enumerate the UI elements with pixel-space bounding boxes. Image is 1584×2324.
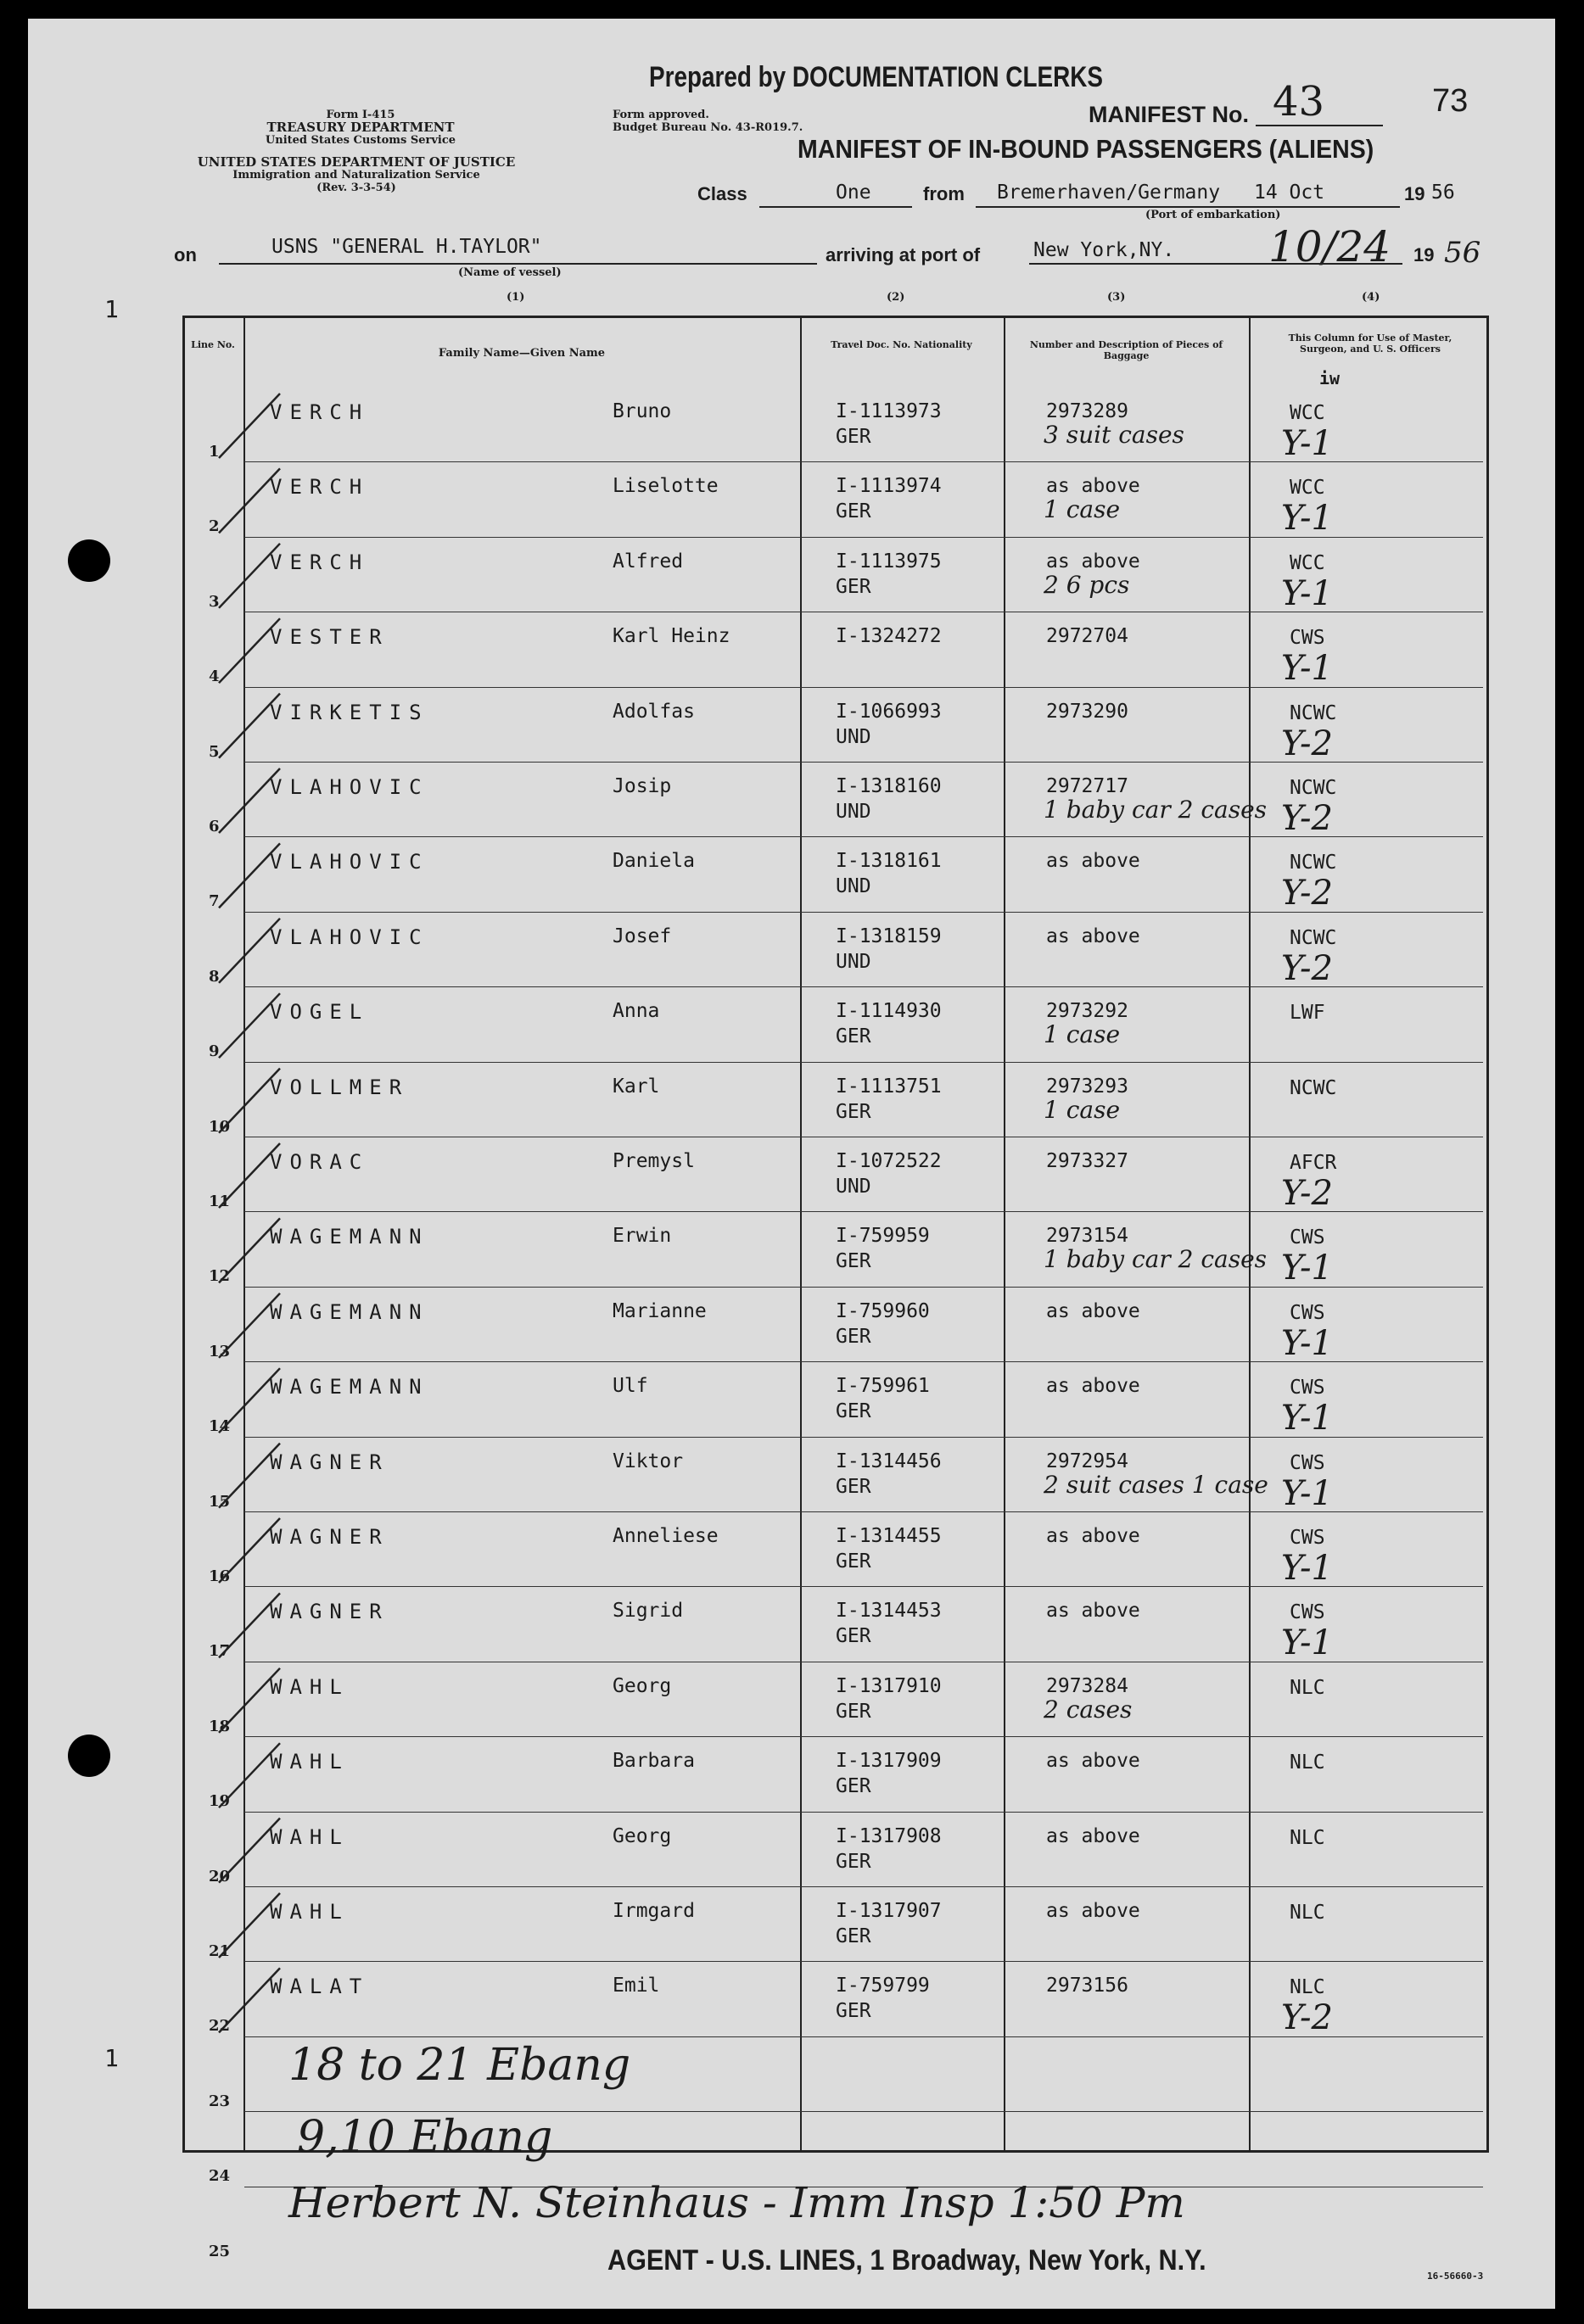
travel-doc-number: I-759961 [836,1375,930,1398]
col-header-line: Line No. [191,339,235,350]
baggage-number: as above [1046,1900,1140,1922]
officer-mark: Y-2 [1281,1174,1333,1213]
officer-mark: Y-2 [1281,1998,1333,2038]
nationality: GER [836,1775,871,1798]
given-name: Barbara [613,1750,695,1773]
family-name: WALAT [270,1975,370,1999]
line-number: 13 [209,1342,231,1360]
nationality: UND [836,725,871,748]
baggage-number: 2973292 [1046,1000,1128,1023]
sponsor-org: AFCR [1290,1152,1337,1174]
travel-doc-number: I-1318160 [836,775,942,797]
sponsor-org: NLC [1290,1826,1325,1849]
col-header-travel-doc: Travel Doc. No. Nationality [831,339,972,350]
given-name: Liselotte [613,475,719,498]
given-name: Josip [613,775,672,797]
col-header-officers: This Column for Use of Master, Surgeon, and U. S. Officers [1288,332,1452,355]
nationality: GER [836,1925,871,1947]
given-name: Viktor [613,1450,684,1472]
family-name: VLAHOVIC [270,850,429,874]
sponsor-org: NCWC [1290,701,1337,724]
class-value: One [836,182,871,204]
baggage-number: 2972954 [1046,1450,1128,1472]
officer-mark: Y-2 [1281,874,1333,913]
vessel-name: USNS "GENERAL H.TAYLOR" [271,236,542,258]
family-name: VERCH [270,400,370,424]
line-number: 4 [209,668,220,686]
officer-mark: Y-1 [1281,1323,1333,1363]
baggage-number: as above [1046,1299,1140,1322]
baggage-number: as above [1046,1525,1140,1547]
check-stroke [219,1368,280,1433]
port-caption: (Port of embarkation) [1145,209,1281,221]
sponsor-org: WCC [1290,402,1325,424]
baggage-note: 1 case [1044,1095,1121,1124]
sponsor-org: CWS [1290,1301,1325,1324]
travel-doc-number: I-1114930 [836,1000,942,1023]
department-block: UNITED STATES DEPARTMENT OF JUSTICE Immigration and Naturalization Service (Rev. 3-3-54) [197,154,516,194]
given-name: Ulf [613,1375,648,1398]
family-name: WAGNER [270,1450,389,1474]
nationality: GER [836,1025,871,1048]
line-number: 15 [209,1492,231,1511]
sponsor-org: NCWC [1290,1076,1337,1099]
given-name: Sigrid [613,1600,684,1623]
check-stroke [219,1293,280,1358]
nationality: GER [836,1250,871,1273]
travel-doc-number: I-1318159 [836,925,942,947]
baggage-number: 2972717 [1046,775,1128,797]
check-stroke [219,1069,280,1133]
nationality: GER [836,1475,871,1498]
sponsor-org: CWS [1290,1377,1325,1399]
baggage-number: as above [1046,1375,1140,1398]
sponsor-org: NCWC [1290,777,1337,799]
baggage-note: 2 6 pcs [1044,570,1130,599]
line-number: 7 [209,892,220,911]
sponsor-org: LWF [1290,1002,1325,1025]
officer-mark: Y-2 [1281,723,1333,763]
baggage-number: 2973284 [1046,1674,1128,1697]
form-approved: Form approved. Budget Bureau No. 43-R019.7. [613,109,803,134]
given-name: Alfred [613,550,684,573]
col-header-baggage: Number and Description of Pieces of Baggage [1029,339,1223,361]
family-name: WAGEMANN [270,1225,429,1249]
baggage-number: as above [1046,1750,1140,1773]
check-stroke [219,1893,280,1958]
page-number: 73 [1432,83,1469,119]
travel-doc-number: I-759799 [836,1975,930,1997]
baggage-note: 1 case [1044,1020,1121,1049]
line-number: 16 [209,1567,231,1585]
officer-mark: Y-1 [1281,1473,1333,1513]
baggage-number: 2973290 [1046,700,1128,723]
sponsor-org: WCC [1290,477,1325,500]
baggage-number: 2973293 [1046,1075,1128,1098]
baggage-note: 3 suit cases [1044,421,1184,449]
sponsor-org: CWS [1290,1451,1325,1474]
given-name: Erwin [613,1225,672,1248]
nationality: GER [836,1550,871,1573]
check-stroke [219,1518,280,1583]
baggage-number: 2973156 [1046,1975,1128,1997]
col-num: (4) [1362,291,1380,304]
baggage-number: as above [1046,1600,1140,1623]
travel-doc-number: I-1066993 [836,700,942,723]
sponsor-org: NLC [1290,1976,1325,1999]
travel-doc-number: I-1113974 [836,475,942,498]
sponsor-org: NLC [1290,1676,1325,1699]
arrival-date: 10/24 [1268,222,1391,271]
travel-doc-number: I-1318161 [836,850,942,873]
given-name: Emil [613,1975,660,1997]
line-number: 9 [209,1042,220,1061]
col-num: (1) [507,291,525,304]
annotation-line-24: 9,10 Ebang [297,2112,553,2163]
from-label: from [923,183,965,204]
family-name: VOLLMER [270,1075,410,1099]
side-mark: 1 [104,295,119,323]
officer-mark: Y-1 [1281,649,1333,689]
given-name: Bruno [613,400,672,422]
family-name: WAHL [270,1750,350,1774]
baggage-note: 2 suit cases 1 case [1044,1470,1268,1499]
prepared-by-stamp: Prepared by DOCUMENTATION CLERKS [649,61,1103,93]
check-stroke [219,618,280,683]
line-number: 2 [209,517,220,536]
family-name: VOGEL [270,1000,370,1025]
sponsor-org: NCWC [1290,926,1337,949]
sponsor-org: NCWC [1290,852,1337,874]
family-name: WAHL [270,1900,350,1924]
given-name: Marianne [613,1299,707,1322]
annotation-line-23: 18 to 21 Ebang [288,2040,631,2091]
manifest-number: 43 [1273,78,1325,126]
given-name: Premysl [613,1150,695,1172]
travel-doc-number: I-1317908 [836,1824,942,1847]
col-num: (3) [1107,291,1126,304]
check-stroke [219,768,280,833]
line-number: 6 [209,818,220,835]
check-stroke [219,993,280,1058]
baggage-note: 2 cases [1044,1695,1133,1723]
given-name: Anna [613,1000,660,1023]
sponsor-org: NLC [1290,1902,1325,1924]
departure-date: 14 Oct [1254,182,1325,204]
officer-mark: Y-1 [1281,1549,1333,1588]
check-stroke [219,1743,280,1807]
departure-year: 56 [1431,182,1455,204]
form-code: 16-56660-3 [1427,2271,1484,2282]
nationality: GER [836,1100,871,1123]
embarkation-port: Bremerhaven/Germany [997,182,1221,204]
arrival-year-prefix: 19 [1413,244,1435,265]
family-name: WAGNER [270,1525,389,1549]
nationality: GER [836,575,871,598]
nationality: GER [836,2000,871,2023]
given-name: Georg [613,1674,672,1697]
line-number: 25 [209,2242,231,2260]
check-stroke [219,694,280,758]
check-stroke [219,468,280,533]
officer-note: iw [1319,368,1341,388]
travel-doc-number: I-1317910 [836,1674,942,1697]
line-number: 22 [209,2017,231,2036]
nationality: GER [836,1325,871,1348]
class-label: Class [697,183,747,204]
baggage-number: as above [1046,925,1140,947]
baggage-number: 2973154 [1046,1225,1128,1248]
travel-doc-number: I-759959 [836,1225,930,1248]
check-stroke [219,1444,280,1508]
baggage-number: as above [1046,550,1140,573]
officer-mark: Y-1 [1281,1399,1333,1439]
line-number: 5 [209,742,220,761]
travel-doc-number: I-1314453 [836,1600,942,1623]
officer-mark: Y-2 [1281,948,1333,988]
line-number: 17 [209,1642,231,1661]
inspector-signature: Herbert N. Steinhaus - Imm Insp 1:50 Pm [288,2178,1185,2227]
given-name: Karl Heinz [613,625,730,648]
nationality: UND [836,801,871,823]
form-block: Form I-415 TREASURY DEPARTMENT United States Customs Service [265,109,456,147]
baggage-number: as above [1046,1824,1140,1847]
given-name: Josef [613,925,672,947]
nationality: GER [836,1850,871,1873]
travel-doc-number: I-1324272 [836,625,942,648]
year-prefix: 19 [1404,183,1425,204]
family-name: WAGEMANN [270,1299,429,1324]
side-mark: 1 [104,2044,119,2072]
sponsor-org: NLC [1290,1751,1325,1774]
baggage-note: 1 case [1044,495,1121,524]
baggage-number: as above [1046,475,1140,498]
sponsor-org: CWS [1290,1527,1325,1549]
baggage-note: 1 baby car 2 cases [1044,1245,1268,1274]
family-name: WAGEMANN [270,1375,429,1399]
nationality: GER [836,500,871,523]
line-number: 11 [209,1193,231,1210]
line-number: 1 [209,443,220,461]
baggage-number: 2973327 [1046,1150,1128,1172]
line-number: 18 [209,1717,231,1735]
nationality: UND [836,875,871,898]
travel-doc-number: I-759960 [836,1299,930,1322]
travel-doc-number: I-1314456 [836,1450,942,1472]
col-header-name: Family Name—Given Name [438,347,606,360]
travel-doc-number: I-1113975 [836,550,942,573]
nationality: GER [836,1625,871,1648]
manifest-no-label: MANIFEST No. [1089,102,1249,127]
line-number: 3 [209,592,220,611]
nationality: GER [836,426,871,448]
check-stroke [219,1668,280,1733]
arrival-port: New York,NY. [1033,239,1175,261]
officer-mark: Y-1 [1281,424,1333,463]
line-number: 14 [209,1417,231,1436]
line-number: 10 [209,1117,231,1136]
nationality: GER [836,1700,871,1723]
arriving-label: arriving at port of [826,244,981,265]
given-name: Daniela [613,850,695,873]
sponsor-org: CWS [1290,1601,1325,1624]
travel-doc-number: I-1314455 [836,1525,942,1547]
check-stroke [219,1968,280,2032]
family-name: WAHL [270,1674,350,1699]
on-label: on [174,244,197,265]
check-stroke [219,394,280,458]
line-number: 8 [209,967,220,986]
family-name: VLAHOVIC [270,925,429,949]
officer-mark: Y-1 [1281,573,1333,613]
travel-doc-number: I-1113973 [836,400,942,422]
check-stroke [219,843,280,908]
vessel-caption: (Name of vessel) [458,266,562,279]
nationality: UND [836,950,871,973]
family-name: VIRKETIS [270,700,429,724]
line-number: 21 [209,1942,231,1960]
baggage-note: 1 baby car 2 cases [1044,796,1268,824]
travel-doc-number: I-1072522 [836,1150,942,1172]
family-name: VERCH [270,475,370,500]
manifest-title: MANIFEST OF IN-BOUND PASSENGERS (ALIENS) [798,134,1374,164]
officer-mark: Y-1 [1281,499,1333,539]
given-name: Karl [613,1075,660,1098]
check-stroke [219,1593,280,1657]
family-name: VESTER [270,625,389,650]
given-name: Irmgard [613,1900,695,1922]
given-name: Georg [613,1824,672,1847]
arrival-year: 56 [1444,236,1481,270]
line-number: 19 [209,1792,231,1811]
baggage-number: 2972704 [1046,625,1128,648]
travel-doc-number: I-1113751 [836,1075,942,1098]
officer-mark: Y-1 [1281,1623,1333,1663]
baggage-number: 2973289 [1046,400,1128,422]
check-stroke [219,1218,280,1282]
family-name: VERCH [270,550,370,574]
family-name: VORAC [270,1150,370,1174]
line-number: 20 [209,1867,231,1885]
check-stroke [219,919,280,983]
line-number: 24 [209,2167,231,2186]
travel-doc-number: I-1317909 [836,1750,942,1773]
col-num: (2) [887,291,905,304]
officer-mark: Y-1 [1281,1249,1333,1288]
nationality: GER [836,1400,871,1423]
baggage-number: as above [1046,850,1140,873]
check-stroke [219,1143,280,1208]
travel-doc-number: I-1317907 [836,1900,942,1922]
nationality: UND [836,1176,871,1198]
sponsor-org: CWS [1290,1226,1325,1249]
officer-mark: Y-2 [1281,799,1333,838]
given-name: Adolfas [613,700,695,723]
line-number: 23 [209,2092,231,2110]
family-name: VLAHOVIC [270,775,429,799]
check-stroke [219,1818,280,1883]
sponsor-org: CWS [1290,627,1325,650]
agent-footer: AGENT - U.S. LINES, 1 Broadway, New York, N.Y. [607,2244,1206,2277]
family-name: WAGNER [270,1600,389,1624]
check-stroke [219,544,280,608]
sponsor-org: WCC [1290,551,1325,574]
given-name: Anneliese [613,1525,719,1547]
family-name: WAHL [270,1824,350,1849]
line-number: 12 [209,1267,231,1286]
